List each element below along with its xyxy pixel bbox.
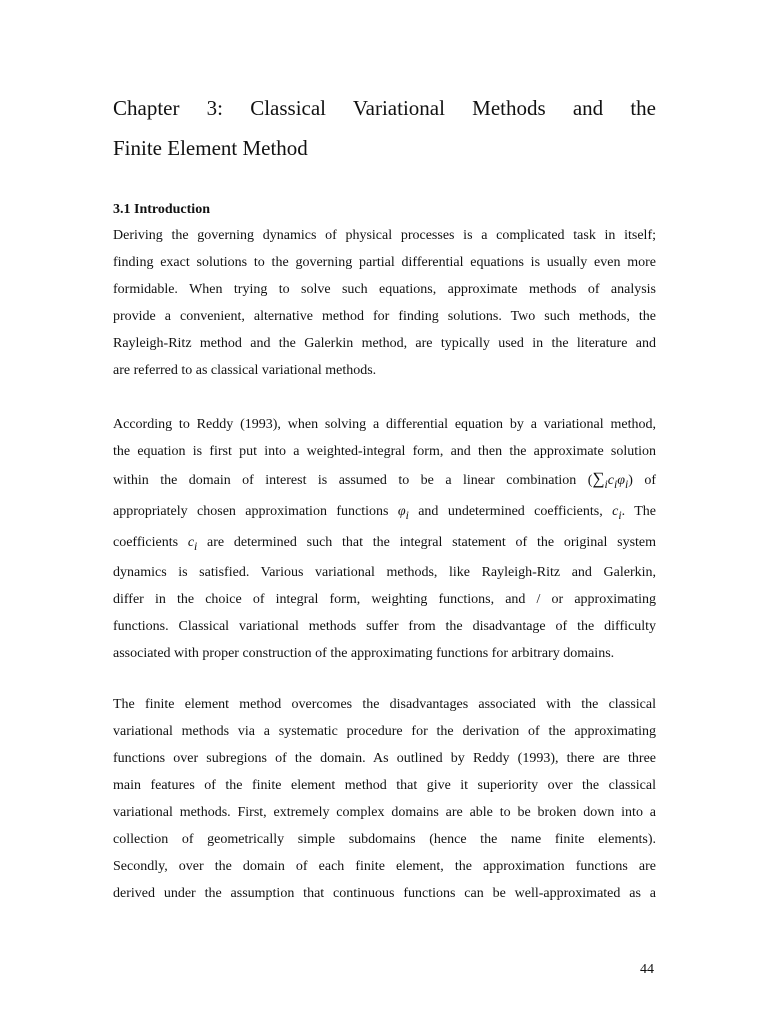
text-run: are determined such that the integral statement of the original system <box>207 534 657 550</box>
paragraph-1-line: Deriving the governing dynamics of physical processes is a complicated task in itself; <box>113 228 656 243</box>
paragraph-1-line: finding exact solutions to the governing partial differential equations is usually even more <box>113 255 656 270</box>
paragraph-2-line-with-symbols <box>113 529 656 560</box>
text-run: within the domain of interest is assumed to be a linear combination <box>113 473 577 488</box>
paragraph-3-line: main features of the finite element method that give it superiority over the classical <box>113 778 656 793</box>
text-run: coefficients <box>113 534 179 550</box>
paragraph-3-line: variational methods. First, extremely complex domains are able to be broken down into a <box>113 805 656 820</box>
text-run: of <box>644 473 656 488</box>
paragraph-1-line: Rayleigh-Ritz method and the Galerkin method, are typically used in the literature and <box>113 336 656 351</box>
summation-expression <box>587 469 633 491</box>
paragraph-3-line: derived under the assumption that continuous functions can be well-approximated as a <box>113 886 656 901</box>
paragraph-2-line: functions. Classical variational methods suffer from the disadvantage of the difficulty <box>113 619 656 635</box>
paragraph-1-line: are referred to as classical variational methods. <box>113 363 377 378</box>
paragraph-2-line: According to Reddy (1993), when solving a differential equation by a variational method, <box>113 417 656 432</box>
chapter-title-line-2: Finite Element Method <box>113 136 308 160</box>
phi-index: i <box>405 508 409 522</box>
paragraph-2-line: differ in the choice of integral form, weighting functions, and / or approximating <box>113 592 656 608</box>
coefficient-symbol: c <box>607 473 614 488</box>
paragraph-3-line: collection of geometrically simple subdomains (hence the name finite elements). <box>113 832 656 847</box>
paragraph-1-line: provide a convenient, alternative method for finding solutions. Two such methods, the <box>113 309 656 324</box>
paren-open: ( <box>587 473 593 488</box>
coefficient-symbol: c <box>612 503 619 519</box>
paragraph-2 <box>113 411 656 667</box>
coefficient-index: i <box>613 477 618 491</box>
paragraph-2-line: dynamics is satisfied. Various variational methods, like Rayleigh-Ritz and Galerkin, <box>113 565 656 581</box>
paragraph-3 <box>113 691 656 907</box>
paragraph-3-line: Secondly, over the domain of each finite element, the approximation functions are <box>113 859 656 874</box>
chapter-title-line-1: Chapter 3: Classical Variational Methods and the <box>113 96 656 120</box>
page-number: 44 <box>640 962 654 977</box>
summation-symbol: ∑ <box>592 469 605 488</box>
sum-index: i <box>604 477 608 491</box>
paragraph-2-line-with-sum <box>113 465 656 498</box>
text-run: appropriately chosen approximation functions <box>113 503 389 519</box>
paragraph-1 <box>113 222 656 384</box>
paragraph-2-line-with-symbols <box>113 498 656 529</box>
coefficient-symbol: c <box>187 534 195 550</box>
paragraph-2-line: associated with proper construction of the approximating functions for arbitrary domains. <box>113 646 615 662</box>
coefficient-index: i <box>194 539 198 553</box>
text-run: . The <box>621 503 656 519</box>
phi-symbol: φ <box>617 473 625 488</box>
phi-symbol: φ <box>397 503 406 519</box>
chapter-title <box>113 88 656 168</box>
paragraph-2-line: the equation is first put into a weighted-integral form, and then the approximate solution <box>113 444 656 459</box>
text-run: and undetermined coefficients, <box>418 503 603 519</box>
paragraph-3-line: The finite element method overcomes the disadvantages associated with the classical <box>113 697 656 712</box>
paragraph-3-line: functions over subregions of the domain. As outlined by Reddy (1993), there are three <box>113 751 656 766</box>
section-heading: 3.1 Introduction <box>113 202 210 217</box>
phi-index: i <box>624 477 629 491</box>
paren-close: ) <box>628 473 633 488</box>
paragraph-3-line: variational methods via a systematic procedure for the derivation of the approximating <box>113 724 656 739</box>
coefficient-index: i <box>618 508 622 522</box>
paragraph-1-line: formidable. When trying to solve such equations, approximate methods of analysis <box>113 282 656 297</box>
